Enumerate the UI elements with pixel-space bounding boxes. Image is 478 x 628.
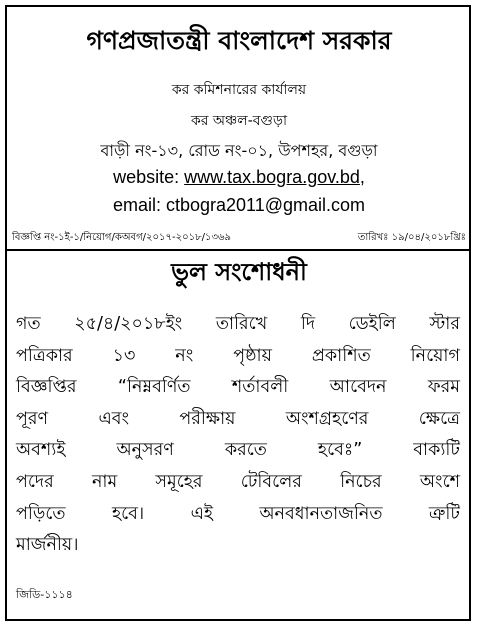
notice-word: ১৩: [112, 345, 136, 366]
notice-word: এবং: [98, 408, 130, 429]
notice-word: এই: [190, 503, 213, 524]
notice-word: পত্রিকার: [16, 345, 73, 366]
notice-word: নিয়োগ: [410, 345, 460, 366]
notice-word: পূরণ: [16, 408, 49, 429]
office-name: কর কমিশনারের কার্যালয়: [171, 82, 307, 98]
website-suffix: ,: [359, 167, 365, 187]
notice-word: অবশ্যই: [16, 440, 66, 461]
notice-body: [16, 309, 460, 562]
notice-word: গত: [16, 314, 41, 334]
notice-line: [16, 372, 460, 404]
government-title: গণপ্রজাতন্ত্রী বাংলাদেশ সরকার: [86, 26, 392, 55]
notice-word: নাম: [91, 471, 118, 492]
notice-word: নিচের: [340, 471, 382, 492]
notice-word: আবেদন: [329, 377, 387, 398]
notice-word: পড়িতে: [16, 503, 66, 524]
memo-number: বিজ্ঞপ্তি নং-১ই-১/নিয়োগ/কঅবগ/২০১৭-২০১৮/১৩৬৯: [12, 232, 231, 243]
notice-heading: ভুল সংশোধনী: [171, 258, 307, 286]
notice-word: প্রকাশিত: [311, 345, 371, 366]
notice-word: টেবিলের: [240, 471, 302, 492]
notice-date: তারিখঃ ১৯/০৪/২০১৮খ্রিঃ: [357, 232, 466, 243]
notice-word: স্টার: [429, 314, 460, 334]
notice-word: অনুসরণ: [116, 440, 174, 461]
office-address: বাড়ী নং-১৩, রোড নং-০১, উপশহর, বগুড়া: [100, 141, 378, 160]
divider: [5, 249, 471, 251]
website-line: [0, 166, 478, 188]
notice-word: হবে।: [111, 503, 145, 524]
notice-word: নং: [175, 345, 194, 366]
notice-word: পৃষ্ঠায়: [233, 345, 272, 366]
tax-zone: কর অঞ্চল-বগুড়া: [190, 113, 288, 129]
notice-word: মার্জনীয়।: [16, 535, 79, 556]
website-link[interactable]: www.tax.bogra.gov.bd: [184, 167, 360, 187]
notice-word: “নিম্নবর্ণিত: [117, 377, 191, 398]
notice-word: বিজ্ঞপ্তির: [16, 377, 77, 398]
notice-word: অংশগ্রহণের: [285, 408, 369, 429]
gd-number: জিডি-১১১৪: [16, 588, 73, 601]
notice-word: ২৫/৪/২০১৮ইং: [74, 314, 183, 334]
notice-word: হবেঃ”: [317, 440, 363, 461]
notice-word: ত্রুটি: [428, 503, 460, 524]
notice-line: [16, 309, 460, 341]
notice-word: করতে: [224, 440, 267, 461]
notice-word: ক্ষেত্রে: [418, 408, 460, 429]
notice-word: ফরম: [427, 377, 460, 398]
notice-word: শর্তাবলী: [231, 377, 289, 398]
notice-word: ডেইলি: [348, 314, 396, 334]
notice-line: [16, 499, 460, 531]
notice-line: [16, 404, 460, 436]
notice-line: [16, 467, 460, 499]
notice-word: দি: [300, 314, 316, 334]
notice-line: [16, 341, 460, 373]
notice-word: অনবধানতাজনিত: [259, 503, 383, 524]
email-line: email: ctbogra2011@gmail.com: [112, 195, 366, 215]
notice-word: পদের: [16, 471, 54, 492]
notice-line: [16, 530, 460, 562]
notice-word: বাক্যটি: [413, 440, 460, 461]
website-label: website:: [113, 167, 180, 187]
notice-word: সমূহের: [155, 471, 203, 492]
notice-word: তারিখে: [215, 314, 268, 334]
notice-word: অংশে: [419, 471, 460, 492]
reference-row: [12, 231, 466, 245]
notice-word: পরীক্ষায়: [179, 408, 236, 429]
notice-line: [16, 435, 460, 467]
